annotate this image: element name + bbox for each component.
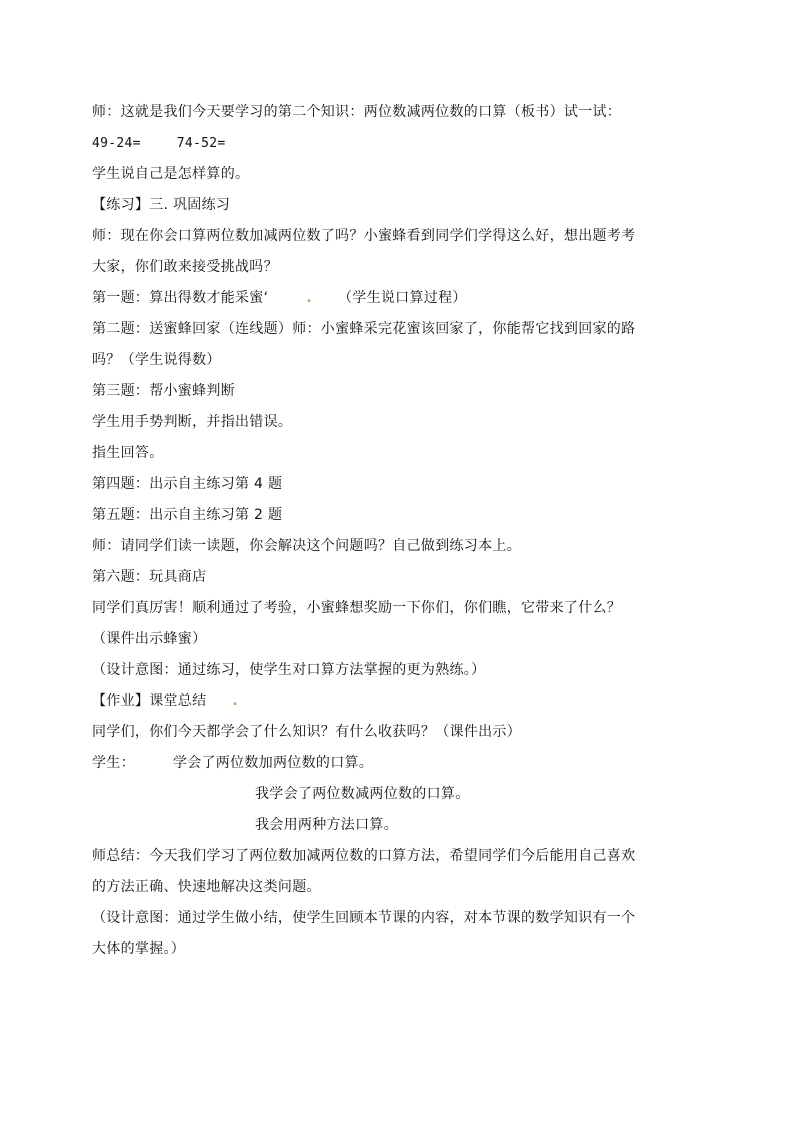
paragraph-answer: 指生回答。 — [92, 445, 164, 461]
paragraph-gesture: 学生用手势判断，并指出错误。 — [92, 414, 293, 430]
student-response-2: 我学会了两位数减两位数的口算。 — [255, 786, 470, 802]
question-1-dot: . — [306, 290, 312, 306]
paragraph-teacher-challenge-2: 大家，你们敢来接受挑战吗？ — [92, 259, 278, 275]
paragraph-reward-2: （课件出示蜂蜜） — [92, 631, 207, 647]
question-6: 第六题：玩具商店 — [92, 569, 207, 585]
paragraph-teacher-challenge-1: 师：现在你会口算两位数加减两位数了吗？小蜜蜂看到同学们学得这么好，想出题考考 — [92, 228, 636, 244]
question-2-line-2: 吗？（学生说得数） — [92, 352, 221, 368]
question-1 — [92, 283, 704, 314]
question-3: 第三题：帮小蜜蜂判断 — [92, 383, 235, 399]
equations-line — [92, 128, 704, 159]
question-5: 第五题：出示自主练习第 2 题 — [92, 507, 283, 523]
design-intent-2-line-1: （设计意图：通过学生做小结，使学生回顾本节课的内容，对本节课的数学知识有一个 — [92, 910, 636, 926]
document-body — [92, 97, 704, 965]
paragraph-intro: 师：这就是我们今天要学习的第二个知识：两位数减两位数的口算（板书）试一试： — [92, 104, 622, 120]
question-2-line-1: 第二题：送蜜蜂回家（连线题）师：小蜜蜂采完花蜜该回家了，你能帮它找到回家的路 — [92, 321, 636, 337]
homework-dot: . — [232, 693, 239, 709]
student-response-1 — [92, 748, 704, 779]
design-intent-2-line-2: 大体的掌握。） — [92, 941, 186, 957]
equation-2: 74-52= — [176, 136, 226, 151]
section-heading-homework — [92, 686, 704, 717]
teacher-summary-2: 的方法正确、快速地解决这类问题。 — [92, 879, 321, 895]
student-label: 学生： — [92, 755, 135, 771]
question-1-note: （学生说口算过程） — [337, 290, 467, 306]
question-4: 第四题：出示自主练习第 4 题 — [92, 476, 283, 492]
paragraph-read-problem: 师：请同学们读一读题，你会解决这个问题吗？自己做到练习本上。 — [92, 538, 521, 554]
section-heading-practice: 【练习】三. 巩固练习 — [92, 197, 231, 213]
student-response-text: 学会了两位数加两位数的口算。 — [172, 755, 374, 771]
paragraph-student-explain: 学生说自己是怎样算的。 — [92, 166, 250, 182]
teacher-summary-1: 师总结：今天我们学习了两位数加减两位数的口算方法，希望同学们今后能用自己喜欢 — [92, 848, 636, 864]
homework-heading-text: 【作业】课堂总结 — [92, 693, 207, 709]
equation-1: 49-24= — [92, 136, 141, 151]
paragraph-summary-question: 同学们，你们今天都学会了什么知识？有什么收获吗？（课件出示） — [92, 724, 521, 740]
paragraph-reward-1: 同学们真厉害！顺利通过了考验，小蜜蜂想奖励一下你们，你们瞧，它带来了什么？ — [92, 600, 622, 616]
student-response-3: 我会用两种方法口算。 — [255, 817, 398, 833]
design-intent-1: （设计意图：通过练习，使学生对口算方法掌握的更为熟练。） — [92, 662, 486, 678]
question-1-text: 第一题：算出得数才能采蜜‘ — [92, 290, 269, 306]
